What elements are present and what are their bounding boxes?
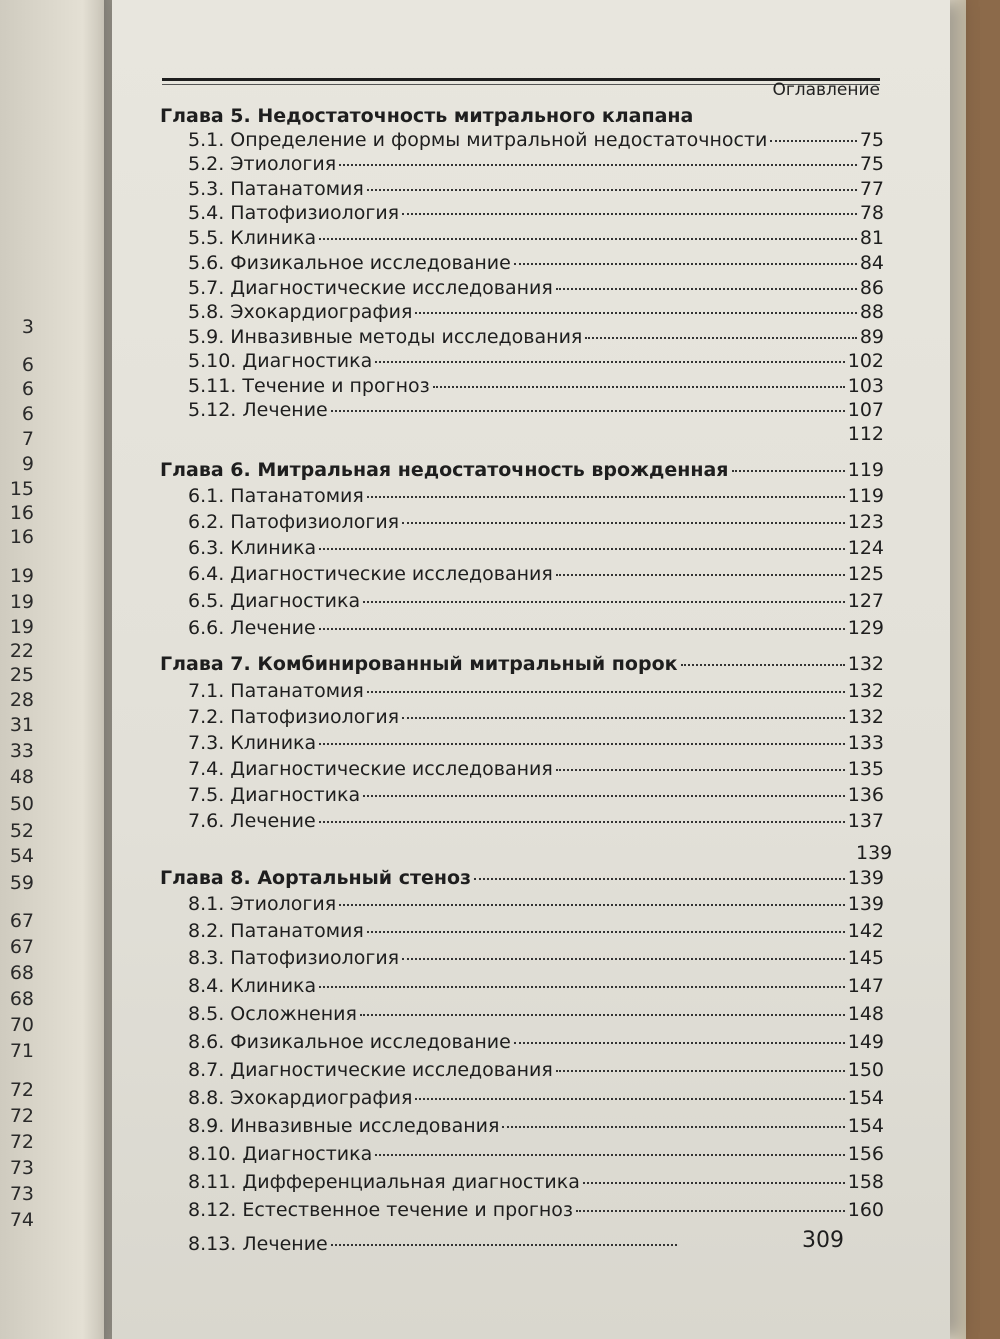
toc-section [160, 226, 884, 250]
toc-section [160, 919, 884, 943]
section-title: 8.2. Патанатомия [188, 920, 364, 942]
section-title: 6.5. Диагностика [188, 590, 361, 612]
toc-section [160, 536, 884, 560]
toc-section [160, 616, 884, 640]
toc-section [160, 809, 884, 833]
dot-leader [319, 237, 857, 240]
left-page-number: 6 [21, 403, 34, 425]
dot-leader [415, 1097, 844, 1100]
section-title: 5.10. Диагностика [188, 350, 373, 372]
section-title: 6.4. Диагностические исследования [188, 563, 553, 585]
toc-section [160, 325, 884, 349]
section-title: 7.3. Клиника [188, 732, 317, 754]
section-title: 5.8. Эхокардиография [188, 301, 413, 323]
chapter-title: Глава 7. Комбинированный митральный порок [160, 653, 678, 675]
dot-leader [433, 385, 845, 388]
toc-section [160, 484, 884, 508]
section-title: 5.12. Лечение [188, 399, 328, 421]
section-title: 6.1. Патанатомия [188, 485, 364, 507]
dot-leader [770, 139, 856, 142]
section-title: 7.1. Патанатомия [188, 680, 364, 702]
dot-leader [514, 1041, 845, 1044]
dot-leader [585, 336, 856, 339]
left-page-number: 59 [9, 872, 34, 894]
chapter-page: 132 [847, 653, 884, 675]
left-page-number: 71 [9, 1040, 34, 1062]
section-title: 8.3. Патофизиология [188, 947, 400, 969]
toc-section [160, 201, 884, 225]
section-page: 139 [847, 893, 884, 915]
dot-leader [681, 663, 845, 666]
left-page-number: 72 [9, 1105, 34, 1127]
section-page: 132 [847, 706, 884, 728]
dot-leader [375, 1153, 845, 1156]
dot-leader [474, 877, 845, 880]
dot-leader [415, 311, 856, 314]
left-page-number: 72 [9, 1131, 34, 1153]
section-page: 135 [847, 758, 884, 780]
dot-leader [402, 521, 845, 524]
left-page-number: 73 [9, 1183, 34, 1205]
left-page-number: 16 [9, 526, 34, 548]
section-title: 5.3. Патанатомия [188, 178, 364, 200]
toc-section [160, 1086, 884, 1110]
left-page-number: 72 [9, 1079, 34, 1101]
dot-leader [339, 903, 845, 906]
left-page-number: 3 [21, 316, 34, 338]
dot-leader [319, 985, 845, 988]
section-title: 5.7. Диагностические исследования [188, 277, 553, 299]
dot-leader [367, 690, 845, 693]
toc-chapter [160, 104, 884, 128]
section-page: 123 [847, 511, 884, 533]
left-page-number: 9 [21, 453, 34, 475]
section-title: 5.2. Этиология [188, 153, 337, 175]
left-page-number: 48 [9, 766, 34, 788]
right-page [112, 0, 950, 1339]
dot-leader [331, 1243, 677, 1246]
dot-leader [367, 495, 845, 498]
toc-section [160, 589, 884, 613]
left-page [0, 0, 118, 1339]
chapter-title: Глава 6. Митральная недостаточность врожденная [160, 459, 729, 481]
section-title: 8.10. Диагностика [188, 1143, 373, 1165]
dot-leader [331, 409, 845, 412]
section-page: 88 [859, 301, 884, 323]
left-page-numbers [0, 0, 40, 1339]
left-page-number: 25 [9, 664, 34, 686]
left-page-number: 70 [9, 1014, 34, 1036]
section-page: 149 [847, 1031, 884, 1053]
section-page: 129 [847, 617, 884, 639]
toc-section [160, 1002, 884, 1026]
dot-leader [514, 262, 857, 265]
section-title: 6.2. Патофизиология [188, 511, 400, 533]
section-title: 7.4. Диагностические исследования [188, 758, 553, 780]
toc-trailing [160, 422, 884, 446]
toc-section [160, 510, 884, 534]
left-page-number: 33 [9, 740, 34, 762]
dot-leader [576, 1209, 845, 1212]
blank-leader [163, 433, 845, 436]
dot-leader [556, 768, 845, 771]
section-page: 127 [847, 590, 884, 612]
section-page: 154 [847, 1115, 884, 1137]
left-page-number: 73 [9, 1157, 34, 1179]
toc-section [160, 251, 884, 275]
toc-section [160, 276, 884, 300]
dot-leader [319, 742, 845, 745]
section-page: 77 [859, 178, 884, 200]
chapter-page: 119 [847, 459, 884, 481]
left-page-number: 6 [21, 378, 34, 400]
left-page-number: 16 [9, 502, 34, 524]
section-page: 112 [847, 423, 884, 445]
section-page: 148 [847, 1003, 884, 1025]
section-page: 160 [847, 1199, 884, 1221]
section-page: 86 [859, 277, 884, 299]
toc-chapter [160, 866, 884, 890]
toc-section [160, 349, 884, 373]
section-title: 8.7. Диагностические исследования [188, 1059, 553, 1081]
chapter-page: 139 [847, 867, 884, 889]
section-page: 147 [847, 975, 884, 997]
section-title: 5.5. Клиника [188, 227, 317, 249]
left-page-number: 67 [9, 936, 34, 958]
left-page-number: 19 [9, 565, 34, 587]
section-page: 75 [859, 153, 884, 175]
toc-section [160, 783, 884, 807]
page-edge [950, 0, 966, 1339]
toc-section [160, 892, 884, 916]
dot-leader [319, 627, 845, 630]
section-title: 5.4. Патофизиология [188, 202, 400, 224]
dot-leader [556, 287, 857, 290]
dot-leader [319, 547, 845, 550]
section-title: 8.1. Этиология [188, 893, 337, 915]
dot-leader [367, 188, 857, 191]
toc-section [160, 1058, 884, 1082]
left-page-number: 15 [9, 478, 34, 500]
chapter-title: Глава 5. Недостаточность митрального клапана [160, 105, 694, 127]
dot-leader [363, 794, 845, 797]
left-page-number: 67 [9, 910, 34, 932]
section-page: 89 [859, 326, 884, 348]
section-title: 7.5. Диагностика [188, 784, 361, 806]
section-title: 5.6. Физикальное исследование [188, 252, 511, 274]
section-page: 124 [847, 537, 884, 559]
dot-leader [402, 716, 845, 719]
section-title: 8.11. Дифференциальная диагностика [188, 1171, 580, 1193]
section-page: 150 [847, 1059, 884, 1081]
toc-section [160, 398, 884, 422]
left-page-number: 74 [9, 1209, 34, 1231]
dot-leader [732, 469, 845, 472]
dot-leader [556, 1069, 845, 1072]
section-page: 136 [847, 784, 884, 806]
toc-section [160, 1198, 884, 1222]
left-page-number: 7 [21, 428, 34, 450]
toc-section [160, 731, 884, 755]
toc-section [160, 152, 884, 176]
dot-leader [319, 820, 845, 823]
dot-leader [556, 573, 845, 576]
toc-section [160, 946, 884, 970]
section-page: 142 [847, 920, 884, 942]
section-page: 107 [847, 399, 884, 421]
dot-leader [402, 212, 857, 215]
dot-leader [583, 1181, 845, 1184]
left-page-number: 28 [9, 689, 34, 711]
section-page: 156 [847, 1143, 884, 1165]
dot-leader [502, 1125, 844, 1128]
toc-section [160, 300, 884, 324]
left-page-number: 52 [9, 820, 34, 842]
left-page-number: 19 [9, 616, 34, 638]
left-page-number: 19 [9, 591, 34, 613]
section-title: 5.9. Инвазивные методы исследования [188, 326, 583, 348]
section-page: 103 [847, 375, 884, 397]
section-page: 145 [847, 947, 884, 969]
section-page: 75 [859, 129, 884, 151]
toc-section [160, 1170, 884, 1194]
section-title: 8.8. Эхокардиография [188, 1087, 413, 1109]
section-title: 7.2. Патофизиология [188, 706, 400, 728]
toc-section [160, 1114, 884, 1138]
section-page: 133 [847, 732, 884, 754]
dot-leader [402, 957, 845, 960]
section-title: 8.5. Осложнения [188, 1003, 357, 1025]
section-title: 5.11. Течение и прогноз [188, 375, 430, 397]
left-page-number: 68 [9, 962, 34, 984]
section-page: 102 [847, 350, 884, 372]
left-page-number: 31 [9, 714, 34, 736]
section-title: 8.12. Естественное течение и прогноз [188, 1199, 573, 1221]
dot-leader [367, 930, 845, 933]
section-title: 6.6. Лечение [188, 617, 316, 639]
section-title: 7.6. Лечение [188, 810, 316, 832]
section-title: 8.9. Инвазивные исследования [188, 1115, 500, 1137]
left-page-number: 68 [9, 988, 34, 1010]
section-title: 8.13. Лечение [188, 1233, 328, 1255]
section-page: 154 [847, 1087, 884, 1109]
left-page-number: 6 [21, 354, 34, 376]
toc-chapter [160, 458, 884, 482]
toc-section [160, 1030, 884, 1054]
toc-section [160, 374, 884, 398]
section-page: 137 [847, 810, 884, 832]
page-number: 309 [802, 1228, 844, 1253]
section-page: 132 [847, 680, 884, 702]
toc-section [160, 974, 884, 998]
section-page: 158 [847, 1171, 884, 1193]
section-page: 84 [859, 252, 884, 274]
section-page: 119 [847, 485, 884, 507]
running-title: Оглавление [772, 80, 880, 100]
dot-leader [360, 1013, 845, 1016]
toc-section [160, 1232, 680, 1256]
stray-page-number: 139 [856, 842, 893, 864]
toc-section [160, 562, 884, 586]
section-title: 8.6. Физикальное исследование [188, 1031, 511, 1053]
toc-section [160, 757, 884, 781]
section-page: 78 [859, 202, 884, 224]
toc-section [160, 705, 884, 729]
section-title: 6.3. Клиника [188, 537, 317, 559]
toc-section [160, 679, 884, 703]
toc-section [160, 1142, 884, 1166]
section-title: 5.1. Определение и формы митральной недостаточности [188, 129, 768, 151]
chapter-title: Глава 8. Аортальный стеноз [160, 867, 472, 889]
dot-leader [363, 600, 845, 603]
left-page-number: 22 [9, 640, 34, 662]
dot-leader [375, 360, 845, 363]
left-page-number: 50 [9, 793, 34, 815]
section-title: 8.4. Клиника [188, 975, 317, 997]
section-page: 125 [847, 563, 884, 585]
toc-section [160, 128, 884, 152]
section-page: 81 [859, 227, 884, 249]
toc-chapter [160, 652, 884, 676]
dot-leader [339, 163, 857, 166]
toc-section [160, 177, 884, 201]
left-page-number: 54 [9, 845, 34, 867]
